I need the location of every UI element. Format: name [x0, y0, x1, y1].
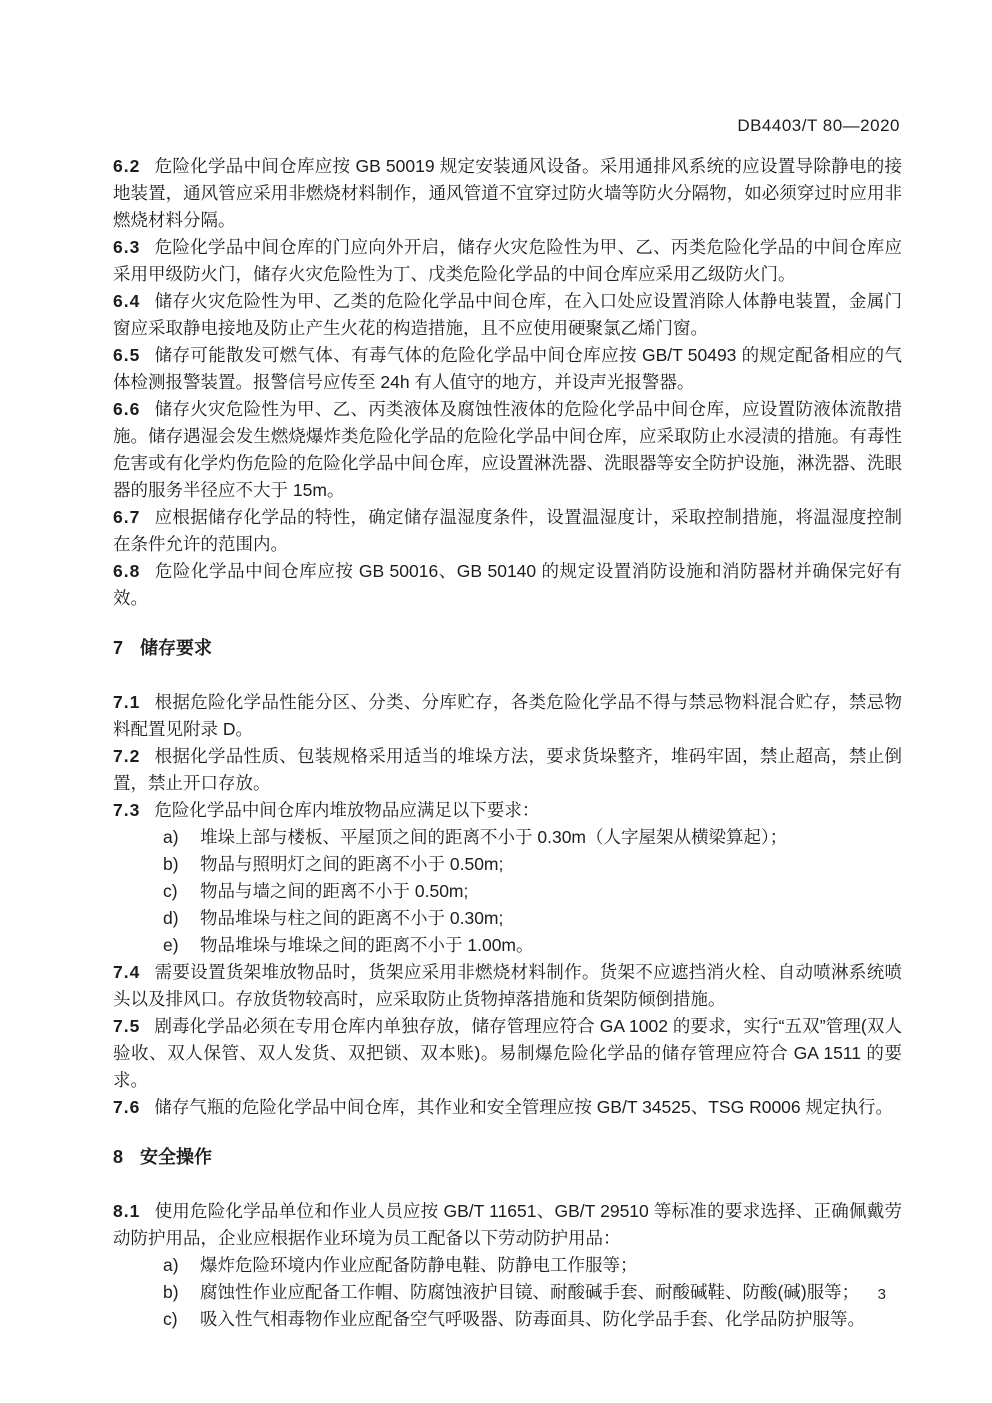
clause-number: 6.5: [113, 345, 141, 365]
list-item-text: 爆炸危险环境内作业应配备防静电鞋、防静电工作服等；: [200, 1255, 638, 1275]
list-item-label: a): [163, 827, 179, 847]
clause-number: 6.2: [113, 156, 141, 176]
clause-number: 7.3: [113, 800, 141, 820]
list-item: [113, 932, 902, 959]
clause-paragraph: [113, 396, 902, 504]
list-item-text: 物品与墙之间的距离不小于 0.50m;: [200, 881, 469, 901]
list-item-label: e): [163, 935, 179, 955]
clause-number: 6.4: [113, 291, 141, 311]
section-title: 安全操作: [140, 1147, 213, 1167]
clause-text: 使用危险化学品单位和作业人员应按 GB/T 11651、GB/T 29510 等标准的要求选择、正确佩戴劳动防护用品，企业应根据作业环境为员工配备以下劳动防护用品：: [113, 1201, 902, 1248]
clause-number: 7.4: [113, 962, 141, 982]
clause-paragraph: [113, 689, 902, 743]
clause-text: 危险化学品中间仓库应按 GB 50016、GB 50140 的规定设置消防设施和消防器材并确保完好有效。: [113, 561, 902, 608]
clause-text: 储存可能散发可燃气体、有毒气体的危险化学品中间仓库应按 GB/T 50493 的规定配备相应的气体检测报警装置。报警信号应传至 24h 有人值守的地方，并设声光报警器。: [113, 345, 902, 392]
clause-text: 储存火灾危险性为甲、乙、丙类液体及腐蚀性液体的危险化学品中间仓库，应设置防液体流散措施。储存遇湿会发生燃烧爆炸类危险化学品的危险化学品中间仓库，应采取防止水浸渍的措施。有毒性危害或有化学灼伤危险的危险化学品中间仓库，应设置淋洗器、洗眼器等安全防护设施，淋洗器、洗眼器的服务半径应不大于 15m。: [113, 399, 902, 500]
clause-paragraph: [113, 743, 902, 797]
clause-paragraph: [113, 342, 902, 396]
list-item: [113, 1252, 902, 1279]
clause-paragraph: [113, 288, 902, 342]
clause-paragraph: [113, 1013, 902, 1094]
clause-text: 危险化学品中间仓库应按 GB 50019 规定安装通风设备。采用通排风系统的应设置导除静电的接地装置，通风管应采用非燃烧材料制作，通风管道不宜穿过防火墙等防火分隔物，如必须穿过时应用非燃烧材料分隔。: [113, 156, 902, 230]
list-item: [113, 824, 902, 851]
section-heading: [113, 635, 902, 662]
list-item-label: c): [163, 881, 178, 901]
list-item-label: b): [163, 1282, 179, 1302]
page-footer: [113, 1286, 886, 1303]
list-item-text: 物品堆垛与柱之间的距离不小于 0.30m;: [200, 908, 504, 928]
list-item: [113, 905, 902, 932]
clause-paragraph: [113, 959, 902, 1013]
standard-number: DB4403/T 80—2020: [737, 116, 900, 135]
clause-number: 7.2: [113, 746, 141, 766]
list-item-text: 吸入性气相毒物作业应配备空气呼吸器、防毒面具、防化学品手套、化学品防护服等。: [200, 1309, 865, 1329]
clause-text: 危险化学品中间仓库内堆放物品应满足以下要求：: [154, 800, 540, 820]
clause-text: 根据化学品性质、包装规格采用适当的堆垛方法，要求货垛整齐，堆码牢固，禁止超高，禁止倒置，禁止开口存放。: [113, 746, 902, 793]
clause-paragraph: [113, 558, 902, 612]
clause-paragraph: [113, 153, 902, 234]
document-body: [113, 153, 902, 1333]
list-item: [113, 851, 902, 878]
list-item-text: 腐蚀性作业应配备工作帽、防腐蚀液护目镜、耐酸碱手套、耐酸碱鞋、防酸(碱)服等；: [200, 1282, 860, 1302]
clause-number: 6.7: [113, 507, 141, 527]
section-number: 8: [113, 1147, 125, 1167]
clause-paragraph: [113, 1198, 902, 1252]
list-item-text: 堆垛上部与楼板、平屋顶之间的距离不小于 0.30m（人字屋架从横梁算起）；: [200, 827, 788, 847]
clause-text: 根据危险化学品性能分区、分类、分库贮存，各类危险化学品不得与禁忌物料混合贮存，禁忌物料配置见附录 D。: [113, 692, 902, 739]
clause-paragraph: [113, 797, 902, 824]
list-item-text: 物品与照明灯之间的距离不小于 0.50m;: [200, 854, 504, 874]
clause-number: 7.1: [113, 692, 141, 712]
clause-number: 6.3: [113, 237, 141, 257]
clause-number: 6.8: [113, 561, 141, 581]
clause-number: 6.6: [113, 399, 141, 419]
clause-paragraph: [113, 504, 902, 558]
section-heading: [113, 1144, 902, 1171]
list-item-label: a): [163, 1255, 179, 1275]
page-header: [113, 116, 900, 136]
clause-text: 储存火灾危险性为甲、乙类的危险化学品中间仓库，在入口处应设置消除人体静电装置，金属门窗应采取静电接地及防止产生火花的构造措施，且不应使用硬聚氯乙烯门窗。: [113, 291, 902, 338]
list-item-label: d): [163, 908, 179, 928]
list-item: [113, 1306, 902, 1333]
clause-number: 8.1: [113, 1201, 141, 1221]
list-item: [113, 878, 902, 905]
clause-text: 剧毒化学品必须在专用仓库内单独存放，储存管理应符合 GA 1002 的要求，实行“五双”管理(双人验收、双人保管、双人发货、双把锁、双本账)。易制爆危险化学品的储存管理应符合 GA 1511 的要求。: [113, 1016, 902, 1090]
section-number: 7: [113, 638, 125, 658]
page-number: 3: [877, 1286, 886, 1303]
list-item-text: 物品堆垛与堆垛之间的距离不小于 1.00m。: [200, 935, 534, 955]
clause-number: 7.5: [113, 1016, 141, 1036]
section-title: 储存要求: [140, 638, 213, 658]
clause-text: 危险化学品中间仓库的门应向外开启，储存火灾危险性为甲、乙、丙类危险化学品的中间仓库应采用甲级防火门，储存火灾危险性为丁、戊类危险化学品的中间仓库应采用乙级防火门。: [113, 237, 902, 284]
clause-paragraph: [113, 1094, 902, 1121]
clause-number: 7.6: [113, 1097, 141, 1117]
clause-text: 需要设置货架堆放物品时，货架应采用非燃烧材料制作。货架不应遮挡消火栓、自动喷淋系统喷头以及排风口。存放货物较高时，应采取防止货物掉落措施和货架防倾倒措施。: [113, 962, 902, 1009]
clause-text: 储存气瓶的危险化学品中间仓库，其作业和安全管理应按 GB/T 34525、TSG R0006 规定执行。: [154, 1097, 894, 1117]
list-item-label: b): [163, 854, 179, 874]
clause-text: 应根据储存化学品的特性，确定储存温湿度条件，设置温湿度计，采取控制措施，将温湿度控制在条件允许的范围内。: [113, 507, 902, 554]
list-item-label: c): [163, 1309, 178, 1329]
clause-paragraph: [113, 234, 902, 288]
clause-sub-list: [113, 824, 902, 959]
